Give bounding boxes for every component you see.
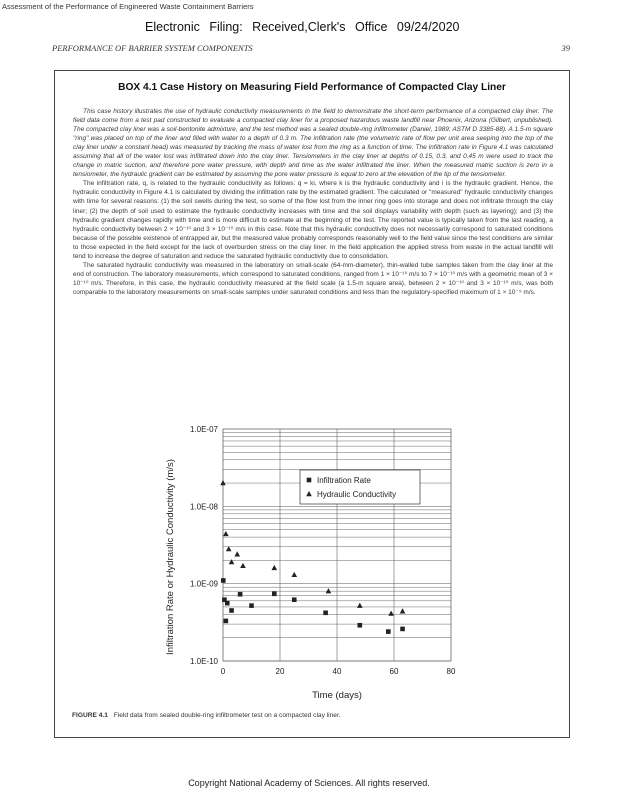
infiltration-rate-point (238, 592, 243, 597)
case-history-box (54, 70, 570, 738)
x-tick-label: 60 (389, 667, 399, 676)
x-tick-label: 0 (220, 667, 226, 676)
infiltration-rate-point (323, 611, 328, 616)
page-number: 39 (561, 43, 570, 53)
y-tick-label: 1.0E-09 (189, 579, 218, 589)
infiltration-rate-point (400, 627, 405, 632)
figure-4-1-chart (55, 71, 571, 739)
y-tick-label: 1.0E-10 (189, 657, 218, 666)
x-tick-label: 80 (446, 667, 456, 676)
y-axis-title: Infiltration Rate or Hydraulic Conductivity (m/s) (165, 459, 176, 655)
figure-caption-text: Field data from sealed double-ring infiltrometer test on a compacted clay liner. (113, 712, 341, 719)
legend-label: Hydraulic Conductivity (317, 490, 397, 499)
legend-marker-infiltration-rate (307, 478, 312, 483)
infiltration-rate-point (358, 623, 363, 628)
paragraph-laboratory: The saturated hydraulic conductivity was measured in the laboratory on small-scale (64-mm-diameter), thin-walled tube samples taken from the clay liner at the end of construction. The laboratory measurements, which correspond to saturated conditions, ranged from 1 × 10⁻¹⁰ m/s to 7 × 10⁻¹⁰ m/s with a geometric mean of 3 × 10⁻¹⁰ m/s. Therefore, in this case, the hydraulic conductivity measured at the field scale (a 1.5-m square area), between 2 × 10⁻¹⁰ and 3 × 10⁻¹⁰ m/s, was both comparable to the laboratory measurements on small-scale samples under saturated conditions and less than the regulatory-specified maximum of 1 × 10⁻⁹ m/s. (73, 261, 553, 296)
paragraph-intro: This case history illustrates the use of hydraulic conductivity measurements in the field to demonstrate the short-term performance of a compacted clay liner. The field data come from a test pad constructed to evaluate a compacted clay liner for a proposed hazardous waste landfill near Phoenix, Arizona (Gilbert, unpublished). The compacted clay liner was a soil-bentonite admixture, and the test method was a sealed double-ring infiltrometer (Daniel, 1989; ASTM D 3385-88). A 1.5-m square "ring" was placed on top of the liner and filled with water to a depth of 0.3 m. The infiltration rate (the volumetric rate of flow per unit area seeping into the top of the clay liner under a constant head) was measured by tracking the mass of water lost from the ring as a function of time. The infiltration rate in Figure 4.1 was calculated assuming that all of the water lost was infiltrated down into the clay liner. Tensiometers in the clay liner at depths of 0.15, 0.3, and 0.45 m were used to track the change in matric suction, and therefore pore water pressure, with depth and time as the water infiltrated the liner. When the measured matric suction is zero in a tensiometer, the hydraulic gradient can be estimated by assuming the pore water pressure is equal to zero at the elevation of the tip of the tensiometer. (73, 108, 553, 179)
infiltration-rate-point (224, 619, 229, 624)
x-tick-label: 40 (332, 667, 342, 676)
infiltration-rate-point (221, 578, 226, 583)
infiltration-rate-point (292, 597, 297, 602)
figure-caption (72, 712, 341, 719)
infiltration-rate-point (229, 608, 234, 613)
y-tick-label: 1.0E-07 (189, 425, 218, 434)
x-tick-label: 20 (275, 667, 285, 676)
y-tick-label: 1.0E-08 (189, 502, 218, 512)
infiltration-rate-point (386, 629, 391, 634)
copyright-notice: Copyright National Academy of Sciences. All rights reserved. (188, 778, 430, 788)
document-source-note: Assessment of the Performance of Engineered Waste Containment Barriers (2, 2, 254, 11)
box-title: BOX 4.1 Case History on Measuring Field Performance of Compacted Clay Liner (118, 82, 506, 93)
infiltration-rate-point (225, 601, 230, 606)
running-header (52, 43, 570, 53)
running-header-title: PERFORMANCE OF BARRIER SYSTEM COMPONENTS (52, 43, 253, 53)
legend-label: Infiltration Rate (317, 476, 371, 485)
infiltration-rate-point (272, 591, 277, 596)
x-axis-title: Time (days) (312, 690, 362, 701)
filing-stamp: Electronic Filing: Received,Clerk's Office 09/24/2020 (145, 20, 460, 34)
figure-caption-label: FIGURE 4.1 (72, 712, 108, 719)
paragraph-infiltration: The infiltration rate, q, is related to the hydraulic conductivity as follows: q = ki, where k is the hydraulic conductivity and i is the hydraulic gradient. Hence, the hydraulic conductivity in Figure 4.1 is calculated by dividing the infiltration rate by the estimated gradient. The calculated or "measured" hydraulic conductivity changes with time for several reasons: (1) the soil swells during the test, so some of the flow lost from the inner ring goes into storage and does not infiltrate through the clay liner; (2) the depth of soil used to estimate the hydraulic conductivity increases with time and the soil displays variability with depth (such as layering); and (3) the hydraulic gradient changes rapidly with time and is more difficult to estimate at the beginning of the test. The reported value is typically taken from the last reading, a hydraulic conductivity between 2 × 10⁻¹⁰ and 3 × 10⁻¹⁰ m/s in this case. Note that this hydraulic conductivity does not necessarily correspond to saturated conditions because of the possible existence of entrapped air, but the measured value probably corresponds reasonably well to the field value since the test conditions are similar to those expected in the field except for the lack of overburden stress on the clay liner. In the field application the applied stress from waste in the actual landfill will tend to increase the degree of saturation and reduce the saturated hydraulic conductivity due to consolidation. (73, 180, 553, 260)
chart-svg (55, 71, 571, 739)
infiltration-rate-point (249, 603, 254, 608)
